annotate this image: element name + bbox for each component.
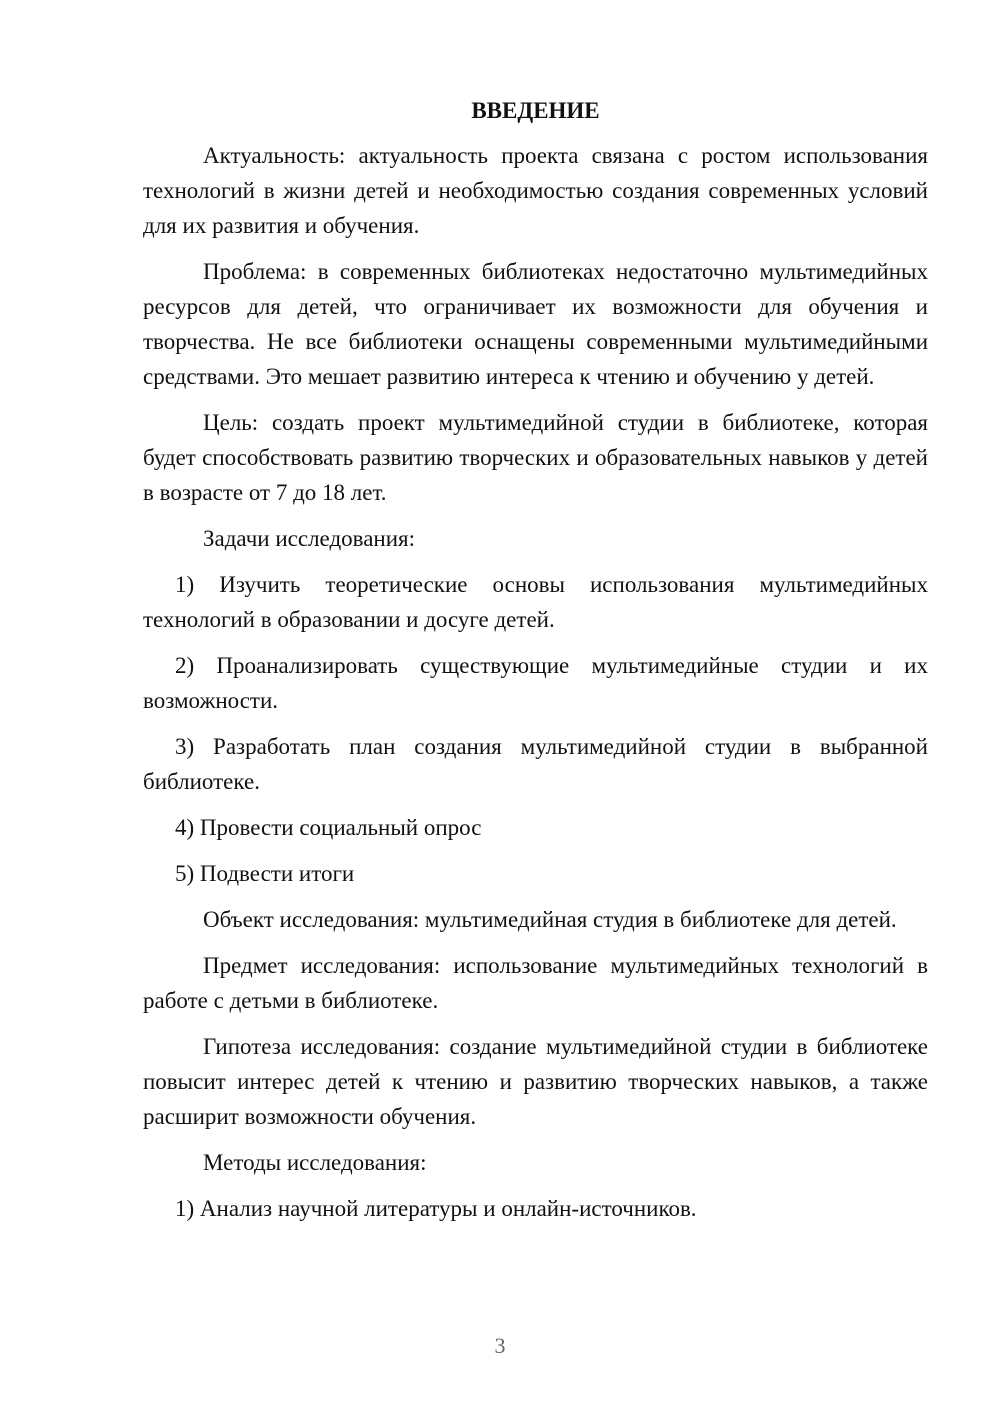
task-item-3: 3) Разработать план создания мультимедийной студии в выбранной библиотеке. (143, 734, 928, 794)
page-number: 3 (494, 1333, 506, 1358)
paragraph-problem: Проблема: в современных библиотеках недостаточно мультимедийных ресурсов для детей, что ограничивает их возможности для обучения и творчества. Не все библиотеки оснащены современными мультимедийными средствами. Это мешает развитию интереса к чтению и обучению у детей. (143, 259, 928, 389)
document-page (143, 96, 928, 1237)
paragraph-object: Объект исследования: мультимедийная студия в библиотеке для детей. (203, 907, 897, 932)
tasks-heading: Задачи исследования: (203, 526, 416, 551)
task-item-1: 1) Изучить теоретические основы использования мультимедийных технологий в образовании и досуге детей. (143, 572, 928, 632)
paragraph-relevance: Актуальность: актуальность проекта связана с ростом использования технологий в жизни детей и необходимостью создания современных условий для их развития и обучения. (143, 143, 928, 238)
paragraph-goal: Цель: создать проект мультимедийной студии в библиотеке, которая будет способствовать развитию творческих и образовательных навыков у детей в возрасте от 7 до 18 лет. (143, 410, 928, 505)
method-item-1: 1) Анализ научной литературы и онлайн-источников. (175, 1196, 697, 1221)
methods-heading: Методы исследования: (203, 1150, 427, 1175)
section-title: ВВЕДЕНИЕ (471, 98, 600, 123)
task-item-5: 5) Подвести итоги (175, 861, 355, 886)
task-item-2: 2) Проанализировать существующие мультимедийные студии и их возможности. (143, 653, 928, 713)
paragraph-hypothesis: Гипотеза исследования: создание мультимедийной студии в библиотеке повысит интерес детей к чтению и развитию творческих навыков, а также расширит возможности обучения. (143, 1034, 928, 1129)
task-item-4: 4) Провести социальный опрос (175, 815, 482, 840)
paragraph-subject: Предмет исследования: использование мультимедийных технологий в работе с детьми в библиотеке. (143, 953, 928, 1013)
